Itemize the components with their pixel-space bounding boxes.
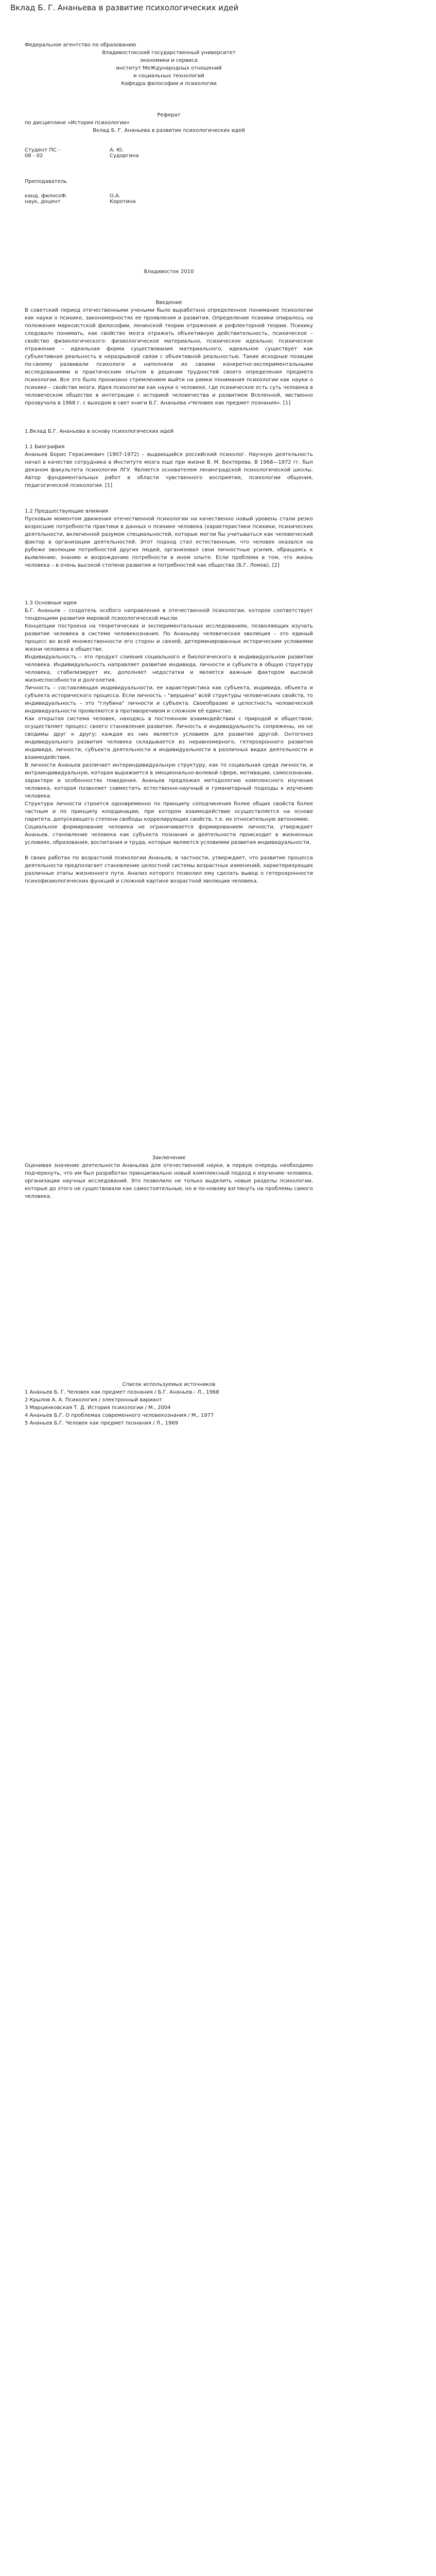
student-group: 08 - 02 <box>25 153 43 159</box>
student-name-1: А. Ю. <box>110 147 124 153</box>
university-name-line2: экономики и сервиса <box>140 58 198 63</box>
reference-item: 2 Крылов А. А. Психология / электронный вариант <box>25 1397 162 1403</box>
intro-heading: Введение <box>155 300 182 306</box>
teacher-label: Преподаватель <box>25 179 67 184</box>
reference-item: 4 Ананьев Б.Г. О проблемах современного человекознания / М., 1977 <box>25 1413 214 1418</box>
section-1-3 <box>25 599 313 885</box>
reference-item: 3 Марцинковская Т. Д. История психологии / М., 2004 <box>25 1405 171 1411</box>
student-block <box>25 147 313 159</box>
teacher-block <box>25 178 313 205</box>
teacher-degree-2: наук, доцент <box>25 199 61 205</box>
conclusion-section <box>25 1154 313 1200</box>
institute-name-line2: и социальных технологий <box>133 73 204 79</box>
references-section <box>25 1381 313 1427</box>
paragraph: Индивидуальность – это продукт слияния социального и биологического в индивидуальном развитии человека. Индивидуальность направляет развитие индивида, личности и субъекта в общую структуру человека, стабилизирует их, дополняет недостатки и является важным фактором высокой жизнеспособности и долголетия. <box>25 654 313 683</box>
city-year: Владивосток 2010 <box>144 269 194 275</box>
subsection-1-1-text: Ананьев Борис Герасимович (1907-1972) – выдающийся российский психолог. Научную деятельность начал в качестве сотрудника в Институте мозга еще при жизни В. М. Бехтерева. В 1968—1972 гг. был деканом факультета психологии ЛГУ. Является основателем ленинградской психологической школы. Автор фундаментальных работ в области чувственного восприятия, психологии общения, педагогической психологии. [1] <box>25 452 313 488</box>
subsection-1-2-text: Пусковым моментом движения отечественной психологии на качественно новый уровень стали резко возросшие потребности практики в данных о психике человека (характеристики психики, психических деятельности, включенной разумом специальностей, которые могли бы учитываться как человеческий фактор в организации деятельностей. Этот подход стал естественным, что человек оказался на рубеже эволюции потребностей других людей, организовал свои личностные усилия, обращаясь к выявлению, знанию и возрождению потребности в ином опыте. Если проблема в том, что жизнь человека – в очень высокой степени развития и потребностей как общества (Б.Г. Ломов), [2] <box>25 516 313 568</box>
section-1 <box>25 428 313 489</box>
agency-name: Федеральное агентство по образованию <box>25 42 136 48</box>
subsection-1-3-title: 1.3 Основные идеи <box>25 600 77 606</box>
city-year-block <box>25 268 313 276</box>
paragraph: Концепции построена на теоретических и экспериментальных исследованиях, позволяющих изучать развитие человека в системе человекознания. По Ананьеву человеческая эволюция – это единый процесс во всей множественности его сторон и связей, детерминированных историческим условиями жизни человека в обществе. <box>25 623 313 652</box>
paragraph: Личность – составляющая индивидуальности, ее характеристика как субъекта, индивида, объекта и субъекта исторического процесса. Если личность – "вершина" всей структуры человеческих свойств, то индивидуальность – это "глубина" личности и субъекта. Своеобразие и целостность человеческой индивидуальности проявляются в противоречивом и сложном её единстве. <box>25 685 313 714</box>
paragraph: Социальное формирование человека не ограничивается формированием личности, утверждает Ананьев, становление человека как субъекта познания и деятельности происходит в жизненных условиях, образования, воспитания и труда, которые являются условиями развития индивидуальности. <box>25 824 313 845</box>
teacher-name-1: О.А. <box>110 193 121 199</box>
department-name: Кафедра философии и психологии <box>121 81 217 87</box>
conclusion-heading: Заключение <box>152 1155 186 1161</box>
paragraph: Как открытая система человек, находясь в постоянном взаимодействии с природой и обществом, осуществляет процесс своего становления развития. Личность и индивидуальность сопряжены, но не сводимы друг к другу; каждая из них является условием для развития другой. Онтогенез индивидуального развития человека складывается из неравномерного, гетерохронного развития индивида, личности, субъекта деятельности и индивидуальности в различных видах деятельности и взаимодействия. <box>25 716 313 760</box>
subsection-1-1-title: 1.1 Биография <box>25 444 65 450</box>
teacher-degree-1: канд. филосоФ. <box>25 193 67 199</box>
conclusion-text: Оценивая значение деятельности Ананьева для отечественной науки, в первую очередь необходимо подчеркнуть, что им был разработан принципиально новый комплексный подход к изучению человека, организации научных исследований. Это позволило не только выделить новые разделы психологии, которые до этого не существовали как самостоятельные, но и по-новому взглянуть на проблемы самого человека. <box>25 1163 313 1199</box>
paragraph: В личности Ананьев различает интериндивидуальную структуру, как то социальная среда личности, и интраиндивидуальную, которая выражается в эмоционально-волевой сфере, мотивации, самосознании, характере и особенностях поведения. Ананьев предложил методологию комплексного изучения человека, которая позволяет совместить естественно-научный и гуманитарный подходы к изучению человека. <box>25 762 313 799</box>
institute-name: институт МеЖдународных отношений <box>116 65 222 71</box>
reference-item: 5 Ананьев Б.Г. Человек как предмет познания / Л., 1969 <box>25 1420 178 1426</box>
paragraph: В своих работах по возрастной психологии Ананьев, в частности, утверждает, что развитие процесса деятельности предполагает становление целостной системы возрастных изменений, характеризующих различные этапы жизненного пути. Анализ которого позволил ему сделать вывод о гетерохронности психофизиологических функций и сложной картине возрастной эволюции человека. <box>25 855 313 884</box>
discipline-line: по дисциплине «История психологии» <box>25 120 130 126</box>
paragraph: Б.Г. Ананьев – создатель особого направления в отечественной психологии, которое соответствует тенденциям развития мировой психологической мысли. <box>25 608 313 621</box>
document-title: Вклад Б. Г. Ананьева в развитие психологических идей <box>10 3 239 12</box>
university-name: Владивостокский государственный университет <box>102 50 236 56</box>
subsection-1-2-title: 1.2 Предшествующие влияния <box>25 509 108 514</box>
report-topic: Вклад Б. Г. Ананьева в развитие психологических идей <box>93 128 245 133</box>
student-name-2: Судоргина <box>110 153 139 159</box>
teacher-name-2: Коротина <box>110 199 136 205</box>
references-heading: Список используемых источников <box>122 1382 216 1387</box>
reference-item: 1 Ананьев Б. Г. Человек как предмет познания / Б.Г. Ананьев.- Л., 1968 <box>25 1389 219 1395</box>
report-block <box>25 111 313 134</box>
section-1-2 <box>25 507 313 569</box>
references-list <box>25 1388 313 1427</box>
report-label: Реферат <box>157 112 181 118</box>
title-page-header <box>25 41 313 88</box>
intro-section <box>25 299 313 407</box>
intro-text: В советский период отечественными учеными было выработано определенное понимание психологии как науки о психике, закономерностях ее проявления и развития. Определение психики опиралось на положения марксистской философии, ленинской теории отражения и рефлекторной теории. Психику следовало понимать, как свойство мозга отражать объективную действительность, психическое – свойство физиологического: физиологическое материально, психическое идеально; психическое отражение – идеальная форма существования материального, идеальное существует как субъективная реальность в неразрывной связи с объективной реальностью. Такие исходные позиции по-своему развивали психологи и наполняли их своими конкретно-экспериментальными исследованиями и практическим опытом в решении трудностей своего определения предмета психологии. Все это было пронизано стремлением выйти на рамки понимания психологии как науки о психике – свойстве мозга. Идея психологии как науки о человеке, где психическое есть суть человека в человеческом обществе в интеграции с историей человечества и развитием Вселенной, явственно прозвучала в 1968 г. с выходом в свет книги Б.Г. Ананьева «Человек как предмет познания». [1] <box>25 308 313 406</box>
paragraph: Структура личности строится одновременно по принципу соподчинения более общих свойств более частным и по принципу координации, при котором взаимодействие осуществляется на основе паритета, допускающего степени свободы коррелирующих свойств, т.е. их относительную автономию. <box>25 801 313 822</box>
student-label: Студент ПС - <box>25 147 60 153</box>
section-1-title: 1.Вклад Б.Г. Ананьева в основу психологических идей <box>25 429 174 434</box>
